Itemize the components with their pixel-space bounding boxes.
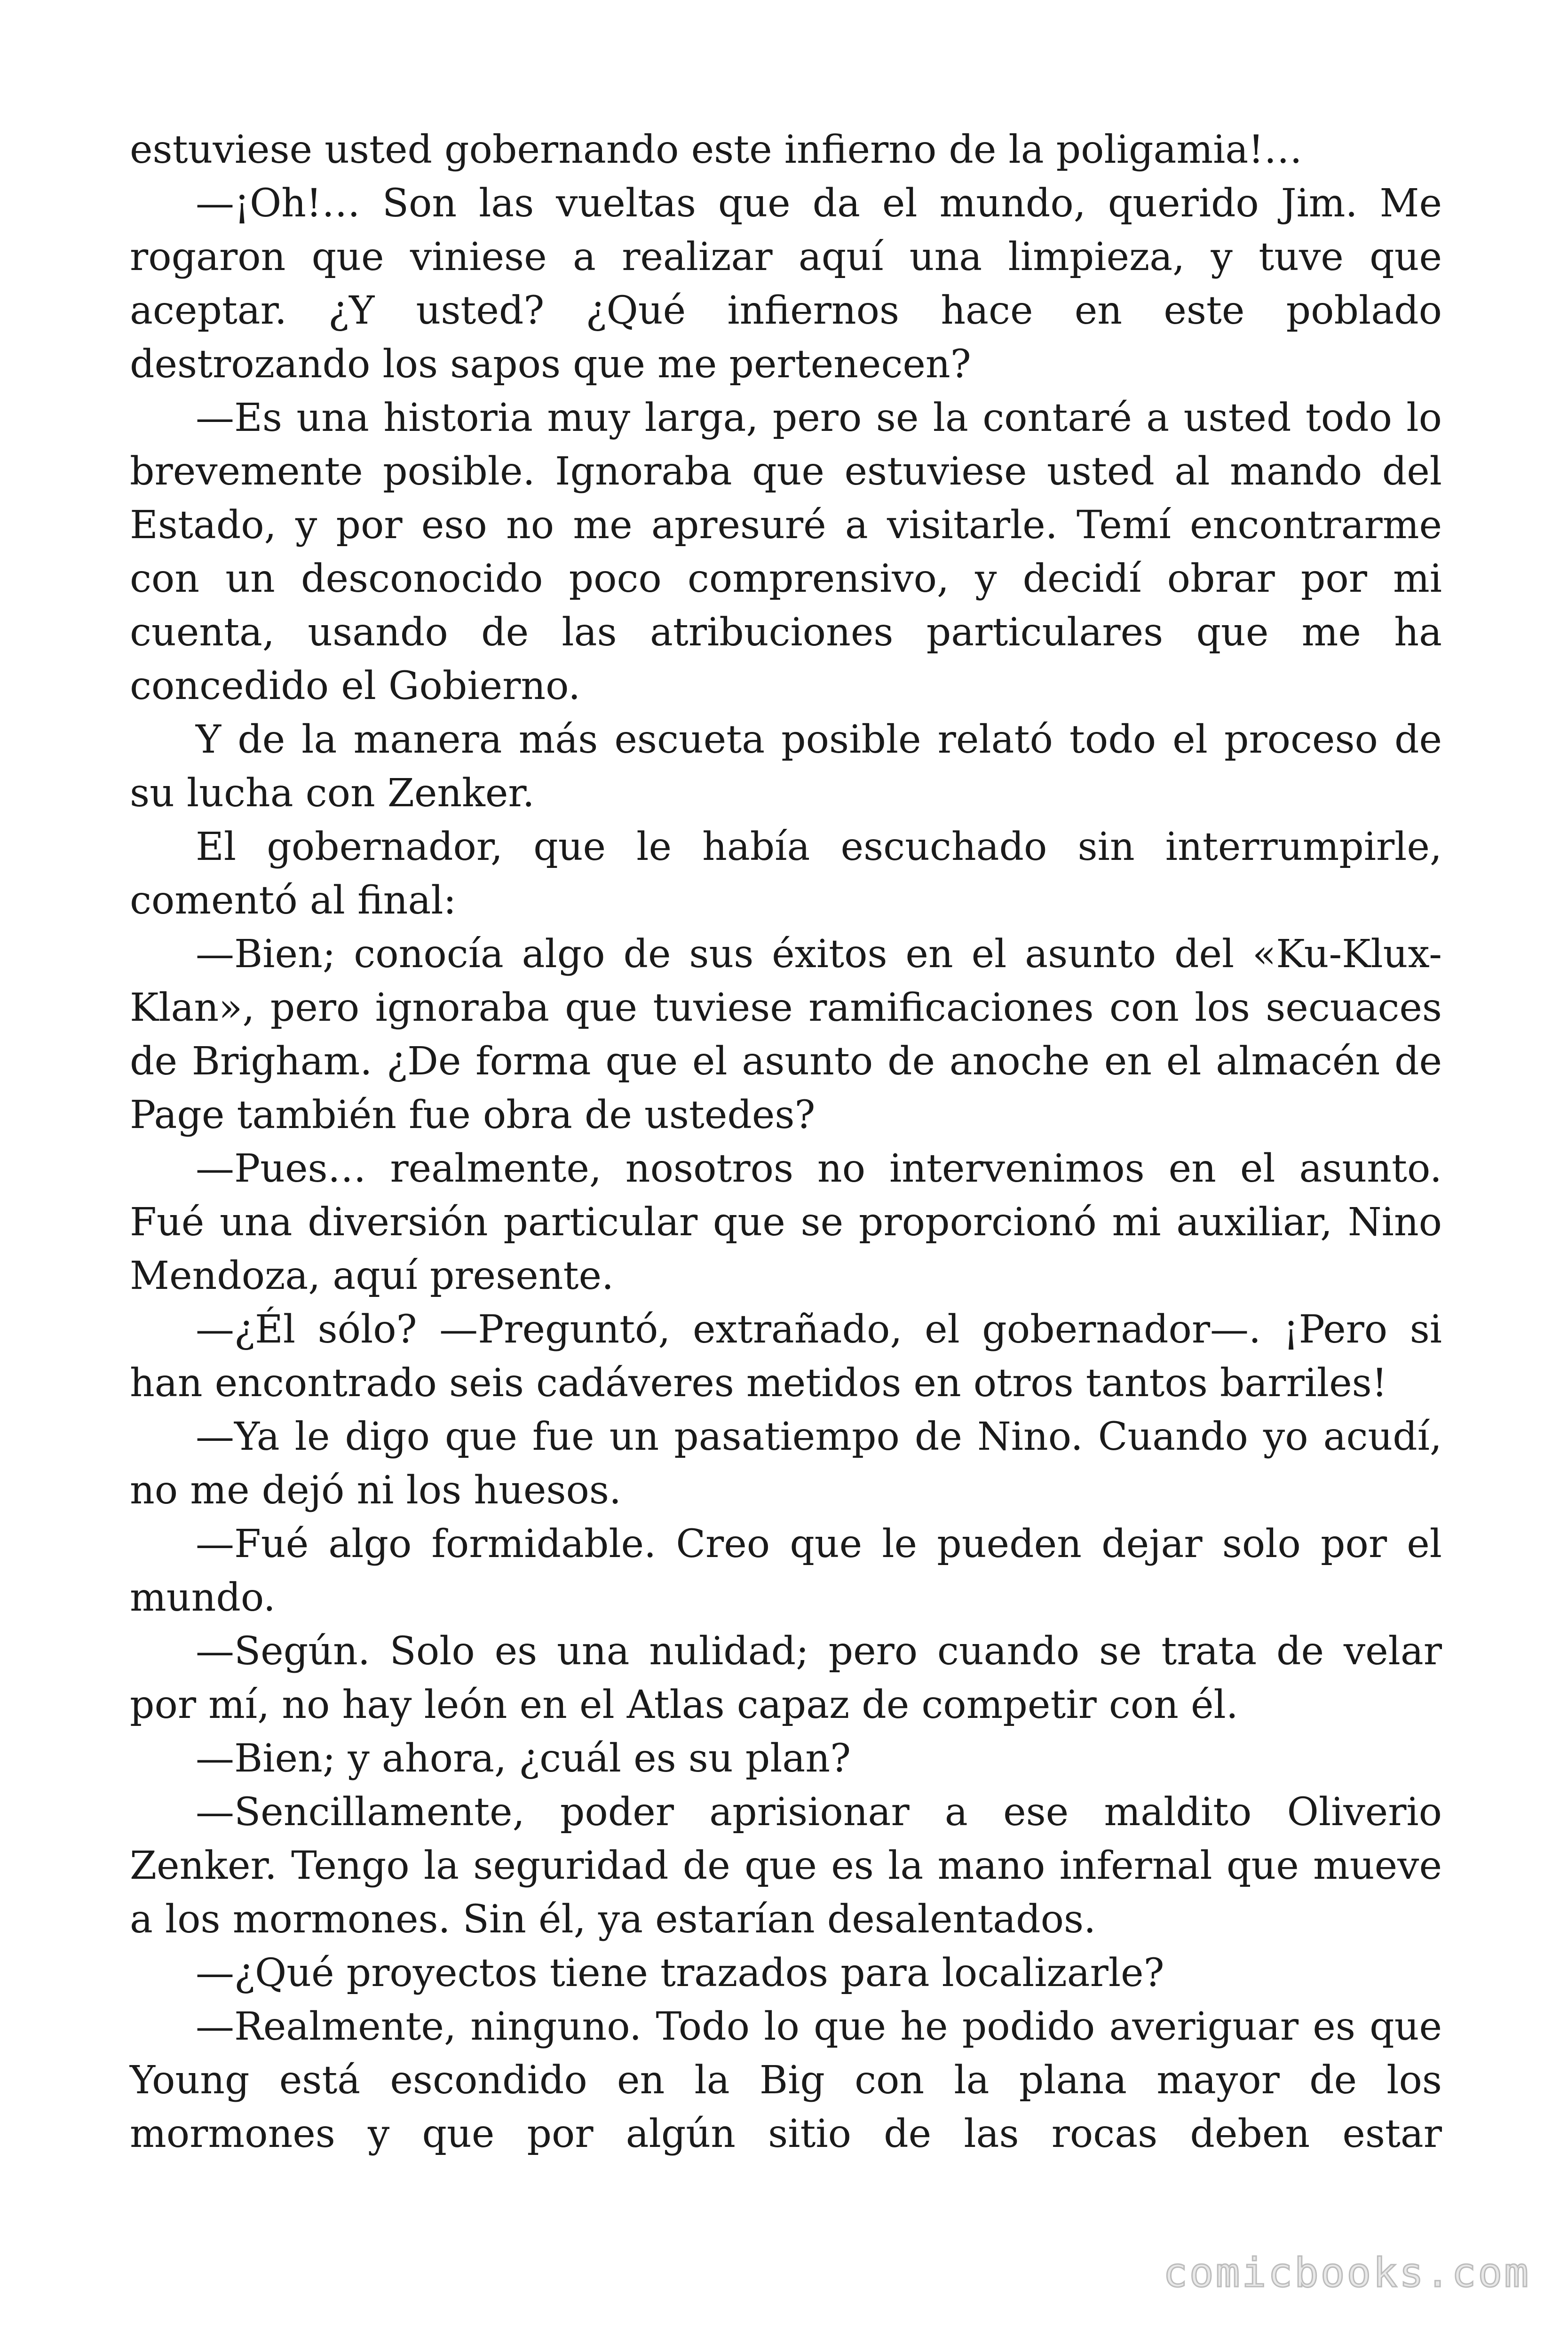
watermark: comicbooks.com: [1163, 2249, 1530, 2296]
paragraph: —¿Qué proyectos tiene trazados para localizarle?: [196, 1951, 1164, 1995]
paragraph: —Fué algo formidable. Creo que le pueden dejar solo por el mundo.: [130, 1522, 1442, 1620]
paragraph-truncated: —Realmente, ninguno. Todo lo que he podido averiguar es que Young está escondido en la Big con la plana mayor de los mormones y que por algún sitio de las rocas deben estar: [130, 2004, 1442, 2156]
paragraph: El gobernador, que le había escuchado sin interrumpirle, comentó al final:: [130, 825, 1442, 923]
paragraph-continuation: estuviese usted gobernando este infierno de la poligamia!…: [130, 127, 1303, 172]
book-page-text: [130, 123, 1442, 2161]
paragraph: —Ya le digo que fue un pasatiempo de Nino. Cuando yo acudí, no me dejó ni los huesos.: [130, 1414, 1442, 1513]
paragraph: —Pues… realmente, nosotros no intervenimos en el asunto. Fué una diversión particular que se proporcionó mi auxiliar, Nino Mendoza, aquí presente.: [130, 1146, 1442, 1298]
paragraph: —¡Oh!… Son las vueltas que da el mundo, querido Jim. Me rogaron que viniese a realizar aquí una limpieza, y tuve que aceptar. ¿Y usted? ¿Qué infiernos hace en este poblado destrozando los sapos que me pertenecen?: [130, 181, 1442, 387]
paragraph: —¿Él sólo? —Preguntó, extrañado, el gobernador—. ¡Pero si han encontrado seis cadáveres metidos en otros tantos barriles!: [130, 1307, 1442, 1406]
paragraph: Y de la manera más escueta posible relató todo el proceso de su lucha con Zenker.: [130, 717, 1442, 816]
paragraph: —Según. Solo es una nulidad; pero cuando se trata de velar por mí, no hay león en el Atlas capaz de competir con él.: [130, 1629, 1442, 1727]
paragraph: —Es una historia muy larga, pero se la contaré a usted todo lo brevemente posible. Ignoraba que estuviese usted al mando del Estado, y por eso no me apresuré a visitarle. Temí encontrarme con un desconocido poco comprensivo, y decidí obrar por mi cuenta, usando de las atribuciones particulares que me ha concedido el Gobierno.: [130, 396, 1442, 708]
paragraph: —Sencillamente, poder aprisionar a ese maldito Oliverio Zenker. Tengo la seguridad de que es la mano infernal que mueve a los mormones. Sin él, ya estarían desalentados.: [130, 1790, 1442, 1942]
paragraph: —Bien; conocía algo de sus éxitos en el asunto del «Ku-Klux-Klan», pero ignoraba que tuviese ramificaciones con los secuaces de Brigham. ¿De forma que el asunto de anoche en el almacén de Page también fue obra de ustedes?: [130, 932, 1442, 1137]
paragraph: —Bien; y ahora, ¿cuál es su plan?: [196, 1736, 851, 1781]
